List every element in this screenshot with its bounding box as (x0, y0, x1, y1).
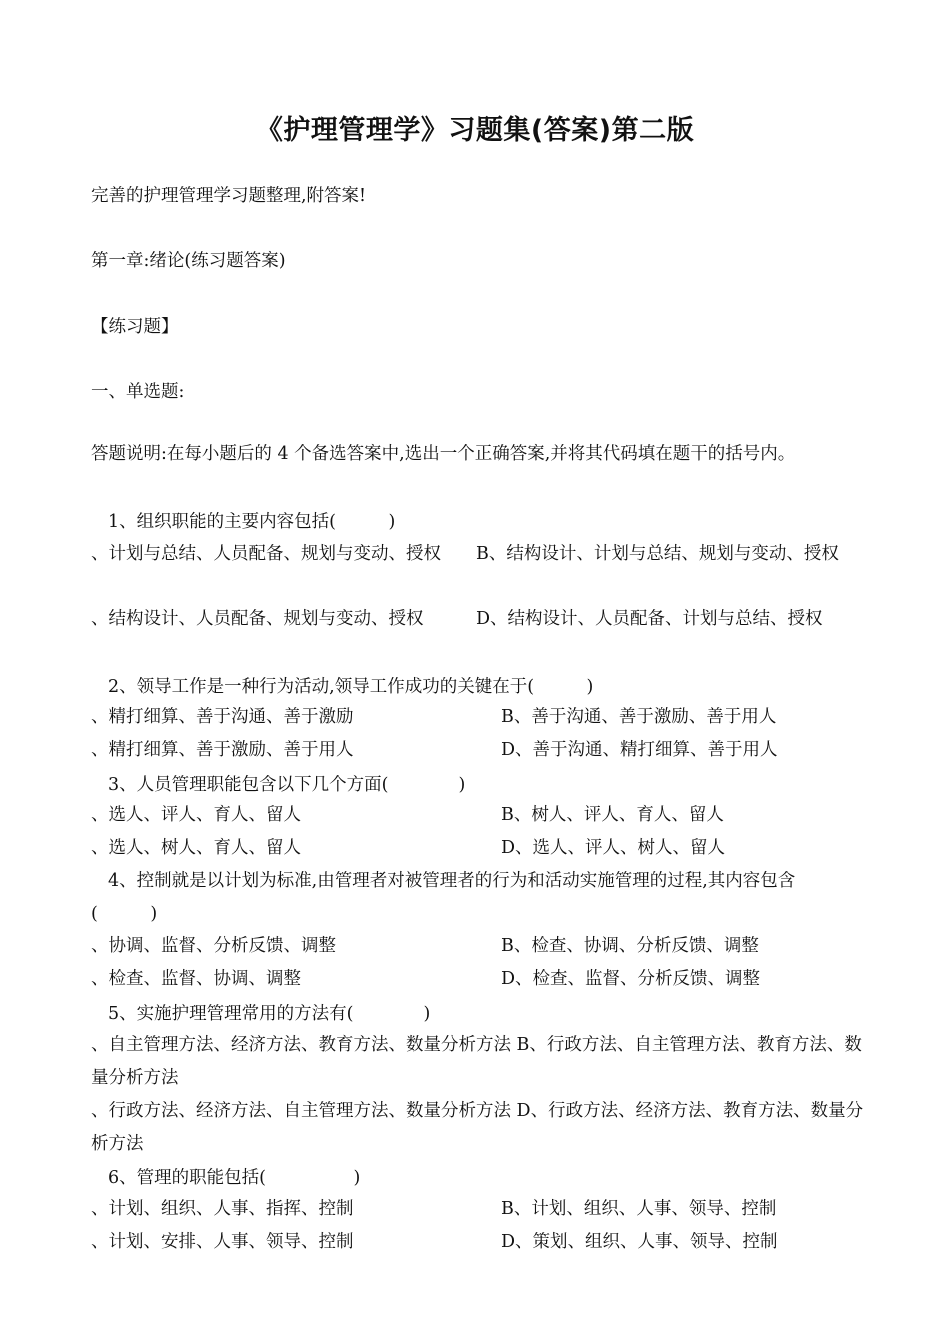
option-a: 、计划、组织、人事、指挥、控制 (91, 1199, 354, 1219)
question-options: 、结构设计、人员配备、规划与变动、授权 D、结构设计、人员配备、计划与总结、授权 (91, 609, 823, 629)
part-label: 一、单选题: (91, 382, 185, 402)
question-stem: 1、组织职能的主要内容包括( ) (108, 512, 396, 532)
option-a: 、协调、监督、分析反馈、调整 (91, 936, 336, 956)
option-c: 、检查、监督、协调、调整 (91, 969, 301, 989)
option-b: B、检查、协调、分析反馈、调整 (501, 936, 759, 956)
question-stem: 3、人员管理职能包含以下几个方面( ) (108, 775, 466, 795)
question-options: 、行政方法、经济方法、自主管理方法、数量分析方法 D、行政方法、经济方法、教育方法、数量分析方法 (91, 1101, 864, 1154)
option-d: D、检查、监督、分析反馈、调整 (501, 969, 761, 989)
section-label: 【练习题】 (91, 317, 179, 337)
option-b: B、树人、评人、育人、留人 (501, 805, 724, 825)
option-c: 、选人、树人、育人、留人 (91, 838, 301, 858)
chapter-heading: 第一章:绪论(练习题答案) (91, 251, 286, 271)
option-c: 、精打细算、善于激励、善于用人 (91, 740, 354, 760)
question-options: 、自主管理方法、经济方法、教育方法、数量分析方法 B、行政方法、自主管理方法、教育方法、数量分析方法 (91, 1035, 862, 1088)
option-b: B、善于沟通、善于激励、善于用人 (501, 707, 777, 727)
question-stem: 4、控制就是以计划为标准,由管理者对被管理者的行为和活动实施管理的过程,其内容包含( ) (91, 871, 796, 924)
intro-text: 完善的护理管理学习题整理,附答案! (91, 186, 367, 206)
option-a: 、选人、评人、育人、留人 (91, 805, 301, 825)
option-a: 、精打细算、善于沟通、善于激励 (91, 707, 354, 727)
question-options: 、计划与总结、人员配备、规划与变动、授权 B、结构设计、计划与总结、规划与变动、授权 (91, 544, 839, 564)
document-title: 《护理管理学》习题集(答案)第二版 (255, 115, 695, 146)
option-d: D、策划、组织、人事、领导、控制 (501, 1232, 778, 1252)
question-stem: 6、管理的职能包括( ) (108, 1168, 361, 1188)
option-b: B、计划、组织、人事、领导、控制 (501, 1199, 777, 1219)
option-d: D、选人、评人、树人、留人 (501, 838, 726, 858)
question-stem: 5、实施护理管理常用的方法有( ) (108, 1004, 431, 1024)
option-d: D、善于沟通、精打细算、善于用人 (501, 740, 778, 760)
option-c: 、计划、安排、人事、领导、控制 (91, 1232, 354, 1252)
instructions-text: 答题说明:在每小题后的 4 个备选答案中,选出一个正确答案,并将其代码填在题干的括号内。 (91, 444, 796, 464)
question-stem: 2、领导工作是一种行为活动,领导工作成功的关键在于( ) (108, 677, 594, 697)
